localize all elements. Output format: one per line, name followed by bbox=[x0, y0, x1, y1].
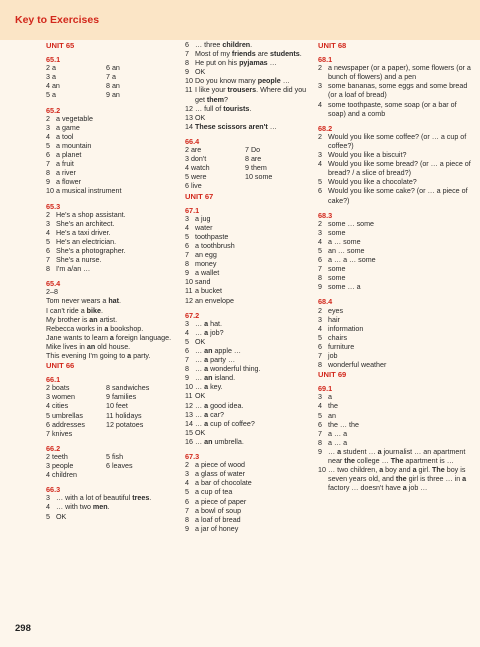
answer-line: 2 a vegetable bbox=[46, 114, 93, 123]
answer-number: 12 bbox=[185, 104, 193, 113]
answer-line: Jane wants to learn a foreign language. bbox=[46, 333, 172, 342]
answer-bold: a bbox=[462, 475, 467, 484]
answer-line: 8 wonderful weather bbox=[318, 361, 387, 370]
answer-bold: people bbox=[257, 77, 281, 86]
answer-number: 6 bbox=[46, 246, 50, 255]
answer-number: 8 bbox=[185, 365, 189, 374]
answer-line: 5 an … some bbox=[318, 246, 365, 255]
answer-bold: a bbox=[337, 447, 342, 456]
answer-bold: an bbox=[89, 315, 98, 324]
answer-number: 9 bbox=[185, 374, 189, 383]
exercise-heading: 66.2 bbox=[46, 443, 61, 453]
answer-number: 3 bbox=[185, 470, 189, 479]
answer-cell: 9 an bbox=[106, 91, 120, 100]
answer-number: 10 bbox=[185, 77, 193, 86]
answer-line: 8 a loaf of bread bbox=[185, 515, 241, 524]
page-header bbox=[0, 0, 480, 40]
answer-line: 10 sand bbox=[185, 278, 211, 287]
answer-number: 2 bbox=[46, 210, 50, 219]
answer-number: 6 bbox=[185, 241, 189, 250]
answer-line: 8 … a wonderful thing. bbox=[185, 365, 261, 374]
answer-line: This evening I'm going to a party. bbox=[46, 352, 151, 360]
answer-line: 6 the … the bbox=[318, 420, 359, 429]
answer-number: 9 bbox=[185, 269, 189, 278]
answer-line: 12 … a good idea. bbox=[185, 401, 244, 410]
answer-number: 9 bbox=[46, 178, 50, 187]
answer-line: 10 a musical instrument bbox=[46, 187, 122, 196]
unit-heading: UNIT 68 bbox=[318, 41, 347, 50]
answer-line: 7 a … a bbox=[318, 429, 348, 438]
exercise-heading: 66.4 bbox=[185, 136, 200, 146]
answer-bold: a bbox=[204, 401, 209, 410]
answer-line: 5 He's an electrician. bbox=[46, 237, 117, 246]
answer-line: 5 an bbox=[318, 411, 336, 420]
answer-number: 2 bbox=[185, 461, 189, 470]
answer-number: 10 bbox=[185, 278, 193, 287]
exercise-heading: 65.1 bbox=[46, 55, 61, 65]
answer-line: 3 She's an architect. bbox=[46, 219, 115, 228]
answer-cell: 10 some bbox=[245, 173, 273, 182]
answer-number: 14 bbox=[185, 122, 193, 131]
answer-number: 6 bbox=[185, 497, 189, 506]
answer-line: 6 … three children. bbox=[185, 41, 253, 49]
answer-number: 14 bbox=[185, 419, 193, 428]
answer-line: 2 some … some bbox=[318, 219, 375, 228]
answer-line: 2 eyes bbox=[318, 306, 344, 315]
answer-number: 8 bbox=[185, 260, 189, 269]
answer-number: 7 bbox=[185, 251, 189, 260]
answer-line: 4 … with two men. bbox=[46, 503, 110, 512]
answer-line: 5 OK bbox=[185, 337, 206, 346]
answer-cell: 10 feet bbox=[106, 402, 128, 411]
answer-line: 3 a game bbox=[46, 123, 80, 132]
answer-bold: children bbox=[222, 41, 251, 49]
answer-number: 2 bbox=[318, 219, 322, 228]
answer-number: 7 bbox=[46, 160, 50, 169]
answer-line: 12 … full of tourists. bbox=[185, 104, 252, 113]
answer-bold: trees bbox=[132, 494, 150, 503]
answer-line: 6 She's a photographer. bbox=[46, 246, 126, 255]
answer-number: 7 bbox=[185, 50, 189, 59]
answer-line: I can't ride a bike. bbox=[46, 306, 103, 315]
answer-number: 4 bbox=[46, 503, 50, 512]
answer-line: 4 Would you like some bread? (or … a piece of bread? / a slice of bread?) bbox=[318, 160, 471, 178]
answer-line: 5 toothpaste bbox=[185, 232, 229, 241]
answer-cell bbox=[245, 182, 309, 191]
answer-line: 11 OK bbox=[185, 392, 206, 401]
answer-number: 6 bbox=[318, 187, 322, 196]
answer-number: 5 bbox=[318, 411, 322, 420]
exercise-heading: 68.4 bbox=[318, 297, 333, 307]
answer-cell: 7 Do bbox=[245, 146, 261, 155]
answer-cell: 11 holidays bbox=[106, 411, 142, 420]
answer-line: 5 Would you like a chocolate? bbox=[318, 178, 417, 187]
answer-line: 2 Would you like some coffee? (or … a cup of coffee?) bbox=[318, 132, 467, 150]
answer-number: 3 bbox=[318, 393, 322, 402]
answer-line: 3 a bbox=[318, 393, 332, 402]
answer-line: 9 a flower bbox=[46, 178, 82, 187]
answer-bold: them bbox=[206, 95, 224, 104]
answer-bold: a bbox=[402, 484, 407, 493]
answer-line: 14 These scissors aren't … bbox=[185, 122, 277, 131]
answer-number: 6 bbox=[318, 420, 322, 429]
answer-cell: 9 them bbox=[245, 164, 267, 173]
answer-line: 4 … a job? bbox=[185, 328, 224, 337]
answer-bold: men bbox=[92, 503, 108, 512]
answer-bold: trousers bbox=[227, 86, 257, 95]
answer-bold: a bbox=[204, 419, 209, 428]
answer-number: 9 bbox=[318, 283, 322, 292]
answer-cell: 8 an bbox=[106, 82, 120, 91]
answer-line: 6 a planet bbox=[46, 151, 82, 160]
answer-bold: a bbox=[204, 328, 209, 337]
answer-number: 8 bbox=[46, 169, 50, 178]
answer-line: 10 … a key. bbox=[185, 383, 223, 392]
answer-line: 7 a bowl of soup bbox=[185, 506, 242, 515]
answer-cell: 6 live bbox=[185, 182, 202, 191]
answer-number: 4 bbox=[46, 228, 50, 237]
answer-line: 14 … a cup of coffee? bbox=[185, 419, 255, 428]
answer-line: 15 OK bbox=[185, 428, 206, 437]
answer-line: 7 Most of my friends are students. bbox=[185, 50, 302, 59]
answer-number: 5 bbox=[318, 333, 322, 342]
answer-cell: 6 addresses bbox=[46, 420, 85, 429]
answer-number: 3 bbox=[46, 123, 50, 132]
answer-cell: 3 a bbox=[46, 73, 56, 82]
answer-bold: friends bbox=[231, 50, 256, 59]
answer-number: 3 bbox=[318, 151, 322, 160]
answer-cell: 2 teeth bbox=[46, 452, 68, 461]
exercise-heading: 69.1 bbox=[318, 384, 333, 394]
answer-bold: tourists bbox=[223, 104, 250, 113]
answer-number: 6 bbox=[185, 347, 189, 355]
answer-number: 7 bbox=[318, 352, 322, 360]
answer-line: 5 a cup of tea bbox=[185, 488, 233, 497]
answer-number: 3 bbox=[46, 494, 50, 503]
answer-cell: 5 were bbox=[185, 173, 207, 182]
answer-line: 6 … an apple … bbox=[185, 347, 242, 355]
answer-number: 3 bbox=[46, 219, 50, 228]
answer-line: 4 a bar of chocolate bbox=[185, 479, 252, 488]
answer-number: 6 bbox=[185, 41, 189, 49]
answer-pairs bbox=[185, 146, 309, 191]
exercise-heading: 65.2 bbox=[46, 105, 61, 115]
answer-bold: a bbox=[109, 333, 114, 342]
answer-number: 5 bbox=[318, 246, 322, 255]
answer-line: 6 Would you like some cake? (or … a piece of cake?) bbox=[318, 187, 468, 205]
answer-cell: 2 boats bbox=[46, 384, 70, 393]
answer-line: 5 a mountain bbox=[46, 141, 92, 150]
answer-number: 10 bbox=[318, 466, 326, 475]
answer-line: 7 She's a nurse. bbox=[46, 256, 102, 265]
answer-line: 6 a toothbrush bbox=[185, 241, 235, 250]
answer-cell: 3 people bbox=[46, 462, 74, 471]
column-3 bbox=[318, 41, 472, 493]
answer-bold: the bbox=[395, 475, 407, 484]
answer-number: 10 bbox=[46, 187, 54, 196]
answer-line: My brother is an artist. bbox=[46, 315, 118, 324]
answer-bold: a bbox=[379, 466, 384, 475]
column-1 bbox=[46, 41, 174, 522]
answer-line: 8 some bbox=[318, 274, 346, 283]
answer-bold: a bbox=[377, 447, 382, 456]
answer-line: 4 He's a taxi driver. bbox=[46, 228, 111, 237]
exercise-heading: 68.1 bbox=[318, 55, 333, 65]
answer-number: 4 bbox=[318, 402, 322, 411]
answer-number: 11 bbox=[185, 392, 193, 401]
answer-line: 9 … a student … a journalist … an apartment near the college … The apartment is … bbox=[318, 447, 466, 466]
answer-line: 4 a … some bbox=[318, 237, 361, 246]
answer-cell: 4 watch bbox=[185, 164, 210, 173]
answer-number: 7 bbox=[185, 356, 189, 365]
answer-number: 3 bbox=[318, 82, 322, 91]
answer-line: 3 hair bbox=[318, 315, 340, 324]
exercise-heading: 65.4 bbox=[46, 279, 61, 289]
unit-heading: UNIT 67 bbox=[185, 191, 214, 201]
answer-line: 6 a piece of paper bbox=[185, 497, 247, 506]
unit-heading: UNIT 66 bbox=[46, 361, 75, 371]
answer-cell: 2 a bbox=[46, 64, 56, 73]
answer-cell: 12 potatoes bbox=[106, 420, 144, 429]
answer-bold: hat bbox=[108, 297, 120, 306]
exercise-heading: 66.1 bbox=[46, 375, 61, 385]
answer-line: 3 a jug bbox=[185, 214, 211, 223]
answer-number: 2 bbox=[46, 114, 50, 123]
answer-number: 3 bbox=[318, 228, 322, 237]
answer-pairs bbox=[46, 64, 174, 100]
answer-number: 15 bbox=[185, 428, 193, 437]
page-title: Key to Exercises bbox=[15, 14, 100, 26]
answer-number: 5 bbox=[46, 237, 50, 246]
page-number: 298 bbox=[15, 623, 31, 634]
answer-line: Tom never wears a hat. bbox=[46, 297, 122, 306]
answer-line: 10 Do you know many people … bbox=[185, 77, 290, 86]
answer-number: 4 bbox=[318, 324, 322, 333]
answer-number: 12 bbox=[185, 296, 193, 305]
answer-number: 12 bbox=[185, 401, 193, 410]
answer-number: 9 bbox=[185, 524, 189, 533]
answer-cell bbox=[106, 471, 174, 480]
answer-number: 6 bbox=[46, 151, 50, 160]
answer-number: 13 bbox=[185, 410, 193, 419]
answer-line: 11 a bucket bbox=[185, 287, 222, 296]
answer-line: 13 … a car? bbox=[185, 410, 224, 419]
answer-line: 4 the bbox=[318, 402, 338, 411]
answer-number: 7 bbox=[318, 429, 322, 438]
answer-line: 4 water bbox=[185, 223, 213, 232]
answer-number: 7 bbox=[318, 265, 322, 274]
answer-number: 4 bbox=[185, 328, 189, 337]
exercise-heading: 67.2 bbox=[185, 310, 200, 320]
answer-line: 10 … two children, a boy and a girl. The boy is seven years old, and the girl is three … in a factory … doesn't have a job … bbox=[318, 466, 467, 493]
answer-number: 10 bbox=[185, 383, 193, 392]
exercise-heading: 67.1 bbox=[185, 205, 200, 215]
answer-line: 3 some bbox=[318, 228, 346, 237]
answer-line: 9 a wallet bbox=[185, 269, 220, 278]
exercise-heading: 68.3 bbox=[318, 210, 333, 220]
answer-line: Mike lives in an old house. bbox=[46, 342, 131, 351]
answer-line: 11 I like your trousers. Where did you get them? bbox=[185, 86, 307, 104]
answer-number: 4 bbox=[318, 160, 322, 169]
exercise-heading: 65.3 bbox=[46, 201, 61, 211]
exercise-heading: 68.2 bbox=[318, 123, 333, 133]
answer-number: 5 bbox=[46, 141, 50, 150]
answer-cell bbox=[106, 430, 174, 439]
answer-number: 6 bbox=[318, 256, 322, 265]
answer-line: 7 some bbox=[318, 265, 346, 274]
answer-line: 8 He put on his pyjamas … bbox=[185, 59, 277, 68]
answer-number: 6 bbox=[318, 342, 322, 351]
answer-line: 4 a tool bbox=[46, 132, 74, 141]
answer-number: 8 bbox=[185, 59, 189, 68]
answer-number: 11 bbox=[185, 287, 193, 296]
answer-line: 3 … a hat. bbox=[185, 319, 223, 328]
answer-number: 4 bbox=[46, 132, 50, 141]
answer-line: 8 money bbox=[185, 260, 217, 269]
answer-cell: 3 don't bbox=[185, 155, 207, 164]
answer-pairs bbox=[46, 384, 174, 439]
answer-line: 6 a … a … some bbox=[318, 256, 376, 265]
answer-number: 16 bbox=[185, 437, 193, 446]
answer-number: 8 bbox=[318, 361, 322, 370]
answer-number: 2 bbox=[318, 132, 322, 141]
answer-pairs bbox=[46, 453, 174, 480]
answer-line: 2 a newspaper (or a paper), some flowers (or a bunch of flowers) and a pen bbox=[318, 64, 471, 82]
answer-bold: a bbox=[412, 466, 417, 475]
answer-bold: bike bbox=[86, 306, 101, 315]
answer-line: 7 a fruit bbox=[46, 160, 74, 169]
answer-line: Rebecca works in a bookshop. bbox=[46, 324, 144, 333]
answer-bold: the bbox=[344, 457, 355, 466]
answer-bold: an bbox=[204, 437, 213, 446]
answer-number: 5 bbox=[185, 488, 189, 497]
answer-bold: pyjamas bbox=[239, 59, 268, 68]
answer-number: 4 bbox=[185, 479, 189, 488]
answer-line: 2 a piece of wood bbox=[185, 461, 246, 470]
answer-cell: 7 knives bbox=[46, 429, 73, 438]
answer-line: 6 furniture bbox=[318, 342, 355, 351]
answer-cell: 6 an bbox=[106, 64, 120, 73]
answer-line: 9 a jar of honey bbox=[185, 524, 239, 533]
answer-bold: These scissors aren't bbox=[195, 122, 268, 131]
answer-cell: 9 families bbox=[106, 393, 137, 402]
answer-line: 4 some toothpaste, some soap (or a bar of soap) and a comb bbox=[318, 100, 457, 118]
answer-line: 7 … a party … bbox=[185, 356, 236, 365]
answer-line: 5 chairs bbox=[318, 333, 348, 342]
answer-number: 5 bbox=[185, 337, 189, 346]
answer-number: 2 bbox=[318, 64, 322, 73]
answer-bold: a bbox=[204, 410, 209, 419]
answer-number: 8 bbox=[318, 438, 322, 447]
answer-line: 3 a glass of water bbox=[185, 470, 246, 479]
answer-line: 3 some bananas, some eggs and some bread (or a loaf of bread) bbox=[318, 82, 468, 100]
answer-line: 2–8 bbox=[46, 288, 58, 297]
answer-bold: a bbox=[127, 352, 132, 360]
answer-line: 8 I'm a/an … bbox=[46, 265, 91, 274]
answer-bold: an bbox=[204, 347, 213, 355]
answer-bold: an bbox=[86, 342, 96, 351]
answer-line: 8 a … a bbox=[318, 438, 348, 447]
answer-number: 3 bbox=[318, 315, 322, 324]
answer-cell: 5 umbrellas bbox=[46, 411, 83, 420]
answer-cell: 4 children bbox=[46, 471, 77, 480]
answer-number: 9 bbox=[185, 68, 189, 77]
answer-number: 4 bbox=[318, 100, 322, 109]
answer-number: 5 bbox=[185, 232, 189, 241]
answer-line: 7 an egg bbox=[185, 251, 217, 260]
answer-cell: 6 leaves bbox=[106, 462, 133, 471]
answer-number: 5 bbox=[46, 512, 50, 521]
answer-number: 4 bbox=[318, 237, 322, 246]
answer-number: 7 bbox=[185, 506, 189, 515]
answer-number: 8 bbox=[318, 274, 322, 283]
answer-number: 8 bbox=[46, 265, 50, 274]
answer-cell: 4 an bbox=[46, 82, 60, 91]
answer-line: 9 OK bbox=[185, 68, 206, 77]
answer-number: 7 bbox=[46, 256, 50, 265]
answer-number: 11 bbox=[185, 86, 193, 95]
answer-bold: a bbox=[204, 365, 209, 374]
answer-line: 16 … an umbrella. bbox=[185, 437, 244, 446]
unit-heading: UNIT 65 bbox=[46, 41, 75, 50]
unit-heading: UNIT 69 bbox=[318, 370, 347, 380]
answer-bold: a bbox=[204, 383, 209, 392]
answer-line: 12 an envelope bbox=[185, 296, 234, 305]
answer-bold: a bbox=[104, 324, 109, 333]
answer-number: 2 bbox=[318, 306, 322, 315]
answer-cell: 7 a bbox=[106, 73, 116, 82]
exercise-heading: 66.3 bbox=[46, 485, 61, 495]
answer-cell: 2 are bbox=[185, 146, 202, 155]
answer-number: 13 bbox=[185, 113, 193, 122]
answer-cell: 5 fish bbox=[106, 452, 124, 461]
answer-line: 2 He's a shop assistant. bbox=[46, 210, 126, 219]
answer-line: 9 some … a bbox=[318, 283, 361, 292]
answer-line: 8 a river bbox=[46, 169, 76, 178]
answer-number: 8 bbox=[185, 515, 189, 524]
answer-line: 4 information bbox=[318, 324, 364, 333]
answer-number: 9 bbox=[318, 447, 322, 456]
exercise-heading: 67.3 bbox=[185, 452, 200, 462]
answer-number: 3 bbox=[185, 214, 189, 223]
answer-line: 3 … with a lot of beautiful trees. bbox=[46, 494, 152, 503]
answer-bold: an bbox=[204, 374, 213, 383]
answer-line: 3 Would you like a biscuit? bbox=[318, 151, 407, 160]
answer-line: 13 OK bbox=[185, 113, 206, 122]
answer-cell: 8 are bbox=[245, 155, 262, 164]
answer-number: 3 bbox=[185, 319, 189, 328]
answer-cell: 8 sandwiches bbox=[106, 384, 150, 393]
answer-bold: The bbox=[390, 457, 404, 466]
answer-bold: a bbox=[204, 319, 209, 328]
answer-bold: The bbox=[432, 466, 445, 475]
answer-bold: a bbox=[204, 356, 209, 365]
answer-cell: 5 a bbox=[46, 91, 56, 100]
answer-line: 7 job bbox=[318, 352, 338, 360]
column-2 bbox=[185, 41, 309, 534]
answer-bold: students bbox=[270, 50, 300, 59]
answer-cell: 4 cities bbox=[46, 402, 69, 411]
answer-cell: 3 women bbox=[46, 393, 75, 402]
answer-line: 9 … an island. bbox=[185, 374, 236, 383]
answer-number: 5 bbox=[318, 178, 322, 187]
answer-number: 4 bbox=[185, 223, 189, 232]
answer-line: 5 OK bbox=[46, 512, 67, 521]
